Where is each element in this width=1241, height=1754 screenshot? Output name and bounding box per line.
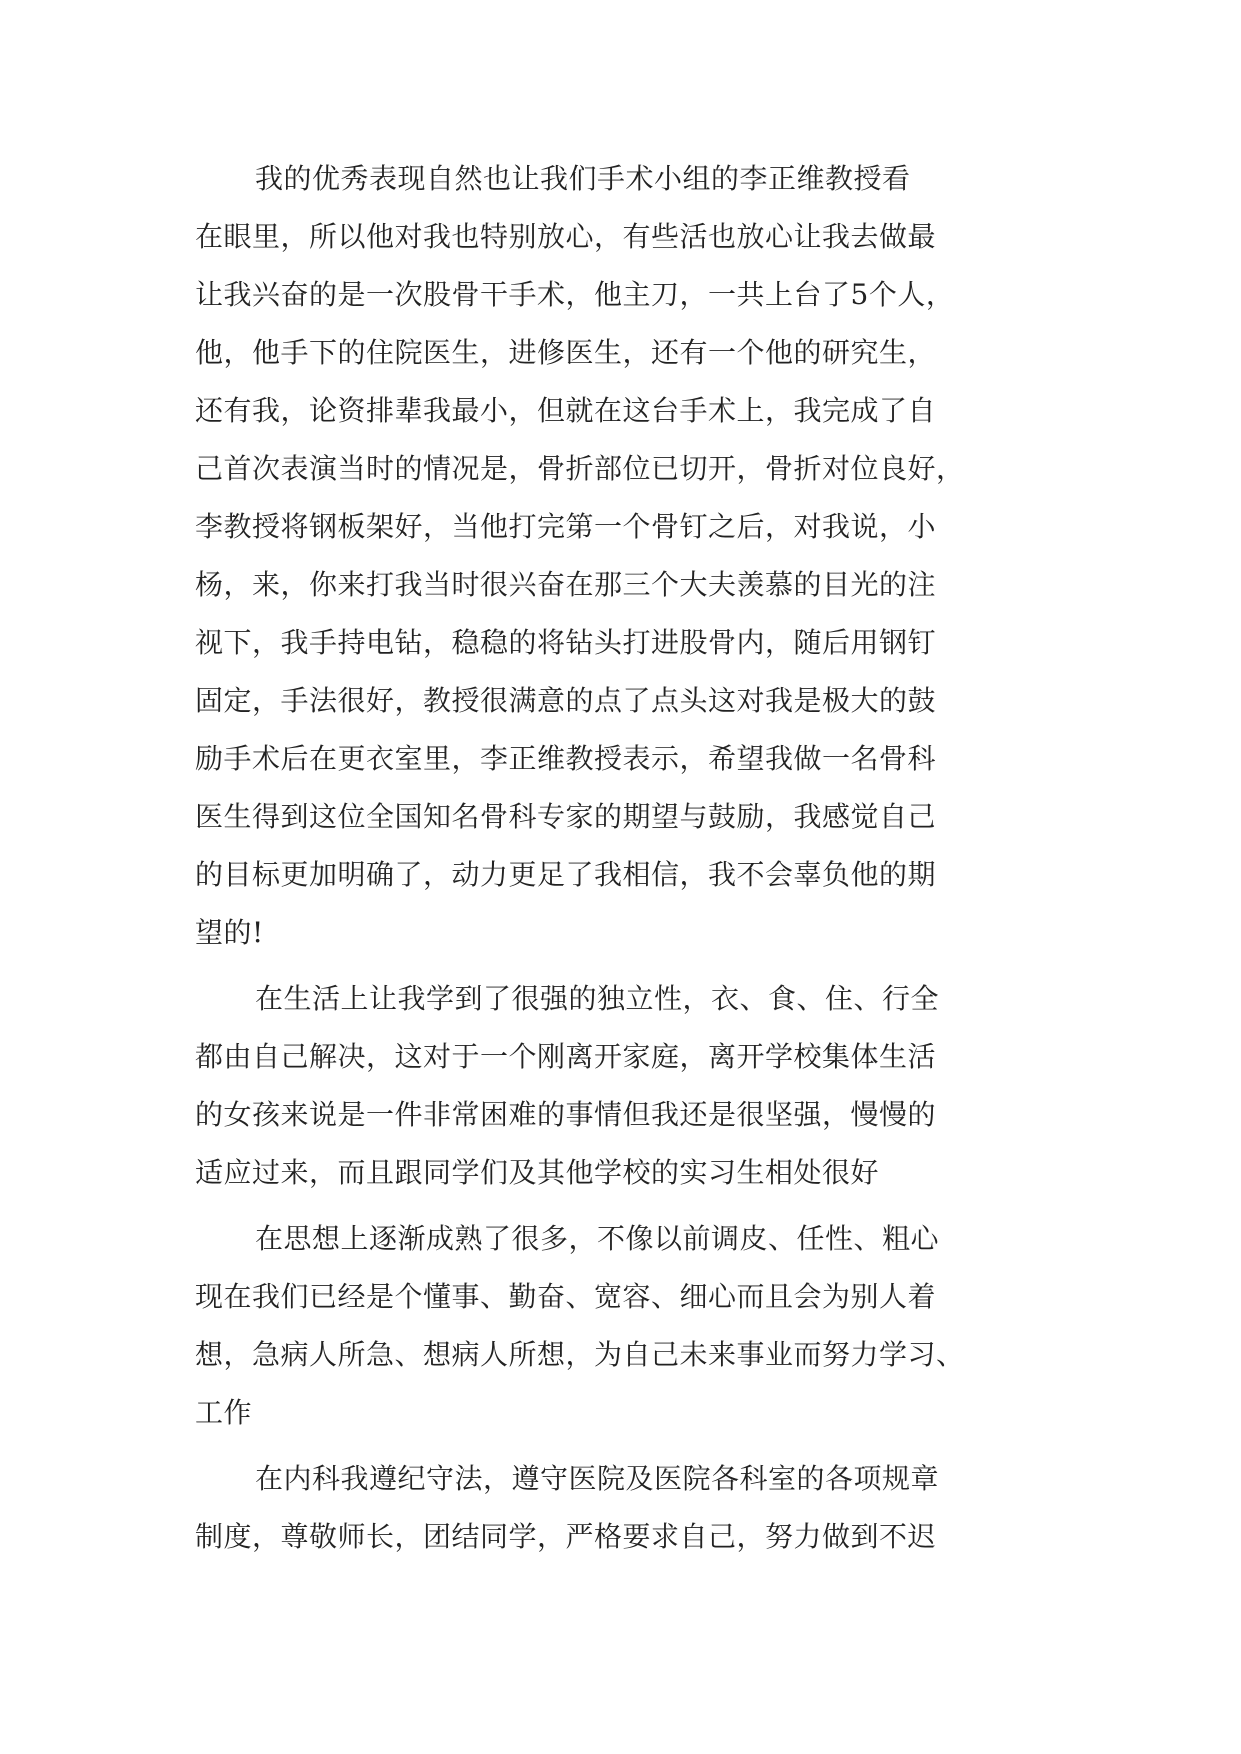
text-line: 想，急病人所急、想病人所想，为自己未来事业而努力学习、: [195, 1338, 965, 1371]
paragraph: [195, 970, 1075, 1202]
text-line: 工作: [195, 1396, 253, 1429]
text-line: 都由自己解决，这对于一个刚离开家庭，离开学校集体生活: [195, 1040, 937, 1073]
text-line: 己首次表演当时的情况是，骨折部位已切开，骨折对位良好，: [195, 452, 965, 485]
text-line: 还有我，论资排辈我最小，但就在这台手术上，我完成了自: [195, 394, 937, 427]
text-line: 望的!: [195, 916, 264, 949]
text-line: 我的优秀表现自然也让我们手术小组的李正维教授看: [255, 162, 911, 195]
text-line: 在生活上让我学到了很强的独立性，衣、食、住、行全: [255, 982, 940, 1015]
paragraph: [195, 1210, 1075, 1442]
text-line: 杨，来，你来打我当时很兴奋在那三个大夫羡慕的目光的注: [195, 568, 937, 601]
text-line: 让我兴奋的是一次股骨干手术，他主刀，一共上台了5个人，: [195, 278, 955, 311]
paragraph-gap: [195, 1442, 1075, 1450]
paragraph: [195, 150, 1075, 962]
text-line: 固定，手法很好，教授很满意的点了点头这对我是极大的鼓: [195, 684, 937, 717]
text-line: 现在我们已经是个懂事、勤奋、宽容、细心而且会为别人着: [195, 1280, 937, 1313]
text-line: 视下，我手持电钻，稳稳的将钻头打进股骨内，随后用钢钉: [195, 626, 937, 659]
text-line: 适应过来，而且跟同学们及其他学校的实习生相处很好: [195, 1156, 880, 1189]
text-line: 医生得到这位全国知名骨科专家的期望与鼓励，我感觉自己: [195, 800, 937, 833]
text-line: 他，他手下的住院医生，进修医生，还有一个他的研究生，: [195, 336, 937, 369]
paragraph-gap: [195, 1202, 1075, 1210]
text-line: 励手术后在更衣室里，李正维教授表示，希望我做一名骨科: [195, 742, 937, 775]
text-line: 李教授将钢板架好，当他打完第一个骨钉之后，对我说，小: [195, 510, 937, 543]
text-line: 的目标更加明确了，动力更足了我相信，我不会辜负他的期: [195, 858, 937, 891]
text-line: 在思想上逐渐成熟了很多，不像以前调皮、任性、粗心: [255, 1222, 940, 1255]
paragraph-gap: [195, 962, 1075, 970]
text-line: 制度，尊敬师长，团结同学，严格要求自己，努力做到不迟: [195, 1520, 937, 1553]
paragraph: [195, 1450, 1075, 1566]
document-body: [195, 150, 1075, 1566]
text-line: 在内科我遵纪守法，遵守医院及医院各科室的各项规章: [255, 1462, 940, 1495]
text-line: 的女孩来说是一件非常困难的事情但我还是很坚强，慢慢的: [195, 1098, 937, 1131]
text-line: 在眼里，所以他对我也特别放心，有些活也放心让我去做最: [195, 220, 937, 253]
